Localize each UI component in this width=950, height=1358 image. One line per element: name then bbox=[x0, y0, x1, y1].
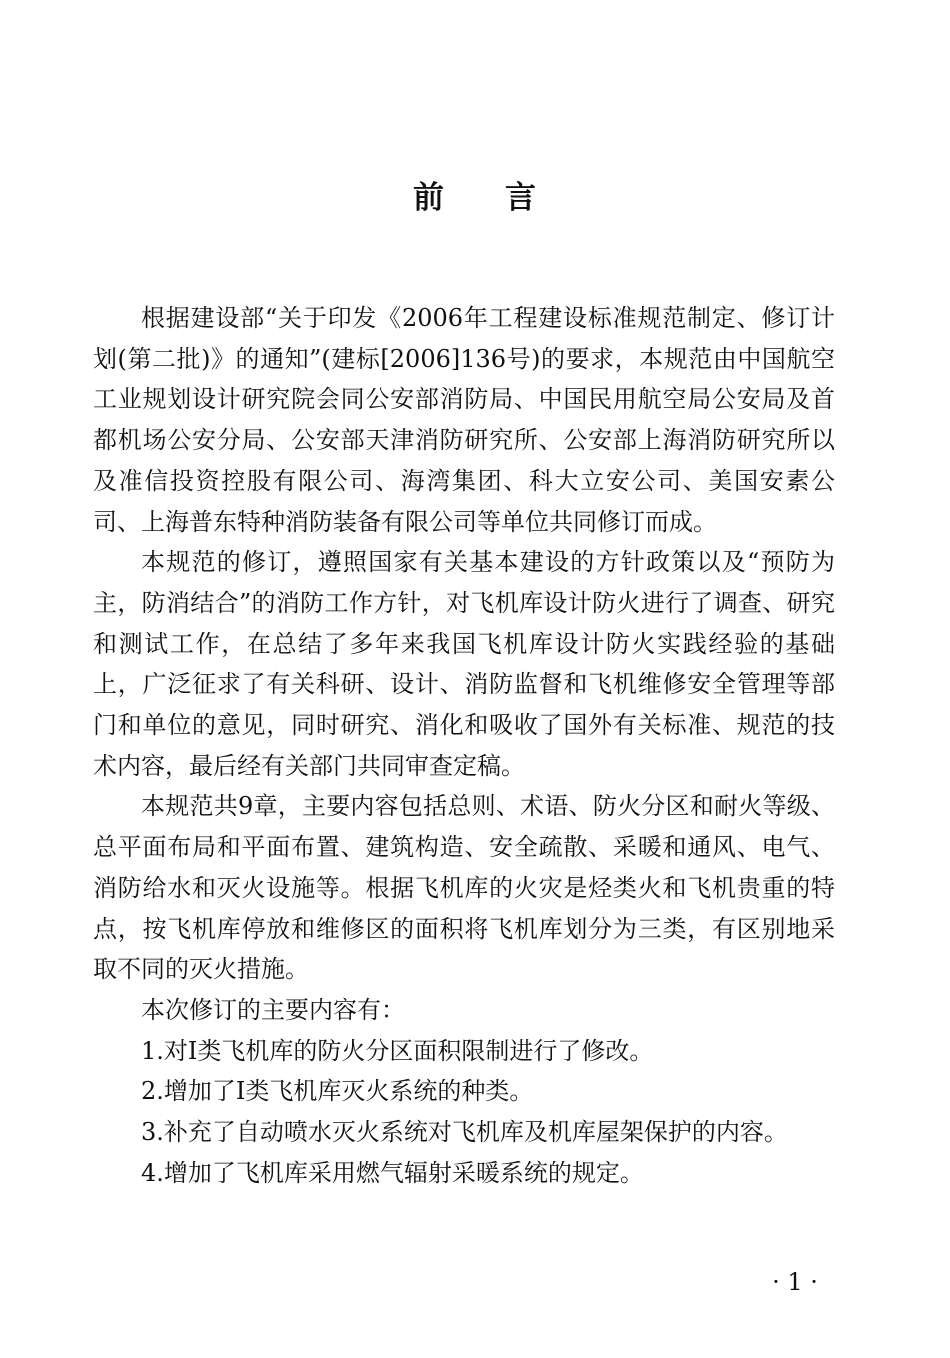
body-text bbox=[93, 298, 835, 1193]
list-item-2: 2.增加了Ⅰ类飞机库灭火系统的种类。 bbox=[141, 1077, 534, 1106]
title-char-1: 前 bbox=[413, 180, 445, 216]
paragraph-4: 本次修订的主要内容有： bbox=[141, 995, 405, 1024]
page-title bbox=[0, 176, 950, 220]
paragraph-2: 本规范的修订，遵照国家有关基本建设的方针政策以及“预防为主，防消结合”的消防工作方针，对飞机库设计防火进行了调查、研究和测试工作，在总结了多年来我国飞机库设计防火实践经验的基础上，广泛征求了有关科研、设计、消防监督和飞机维修安全管理等部门和单位的意见，同时研究、消化和吸收了国外有关标准、规范的技术内容，最后经有关部门共同审查定稿。 bbox=[93, 548, 835, 780]
paragraph-1: 根据建设部“关于印发《2006年工程建设标准规范制定、修订计划(第二批)》的通知”(建标[2006]136号)的要求，本规范由中国航空工业规划设计研究院会同公安部消防局、中国民用航空局公安局及首都机场公安分局、公安部天津消防研究所、公安部上海消防研究所以及准信投资控股有限公司、海湾集团、科大立安公司、美国安素公司、上海普东特种消防装备有限公司等单位共同修订而成。 bbox=[93, 304, 835, 536]
title-char-2: 言 bbox=[505, 180, 537, 216]
list-item-4: 4.增加了飞机库采用燃气辐射采暖系统的规定。 bbox=[141, 1158, 644, 1187]
paragraph-3: 本规范共9章，主要内容包括总则、术语、防火分区和耐火等级、总平面布局和平面布置、建筑构造、安全疏散、采暖和通风、电气、消防给水和灭火设施等。根据飞机库的火灾是烃类火和飞机贵重的特点，按飞机库停放和维修区的面积将飞机库划分为三类，有区别地采取不同的灭火措施。 bbox=[93, 792, 835, 984]
list-item-3: 3.补充了自动喷水灭火系统对飞机库及机库屋架保护的内容。 bbox=[141, 1118, 788, 1147]
page-number: · 1 · bbox=[772, 1268, 818, 1296]
list-item-1: 1.对Ⅰ类飞机库的防火分区面积限制进行了修改。 bbox=[141, 1036, 654, 1065]
